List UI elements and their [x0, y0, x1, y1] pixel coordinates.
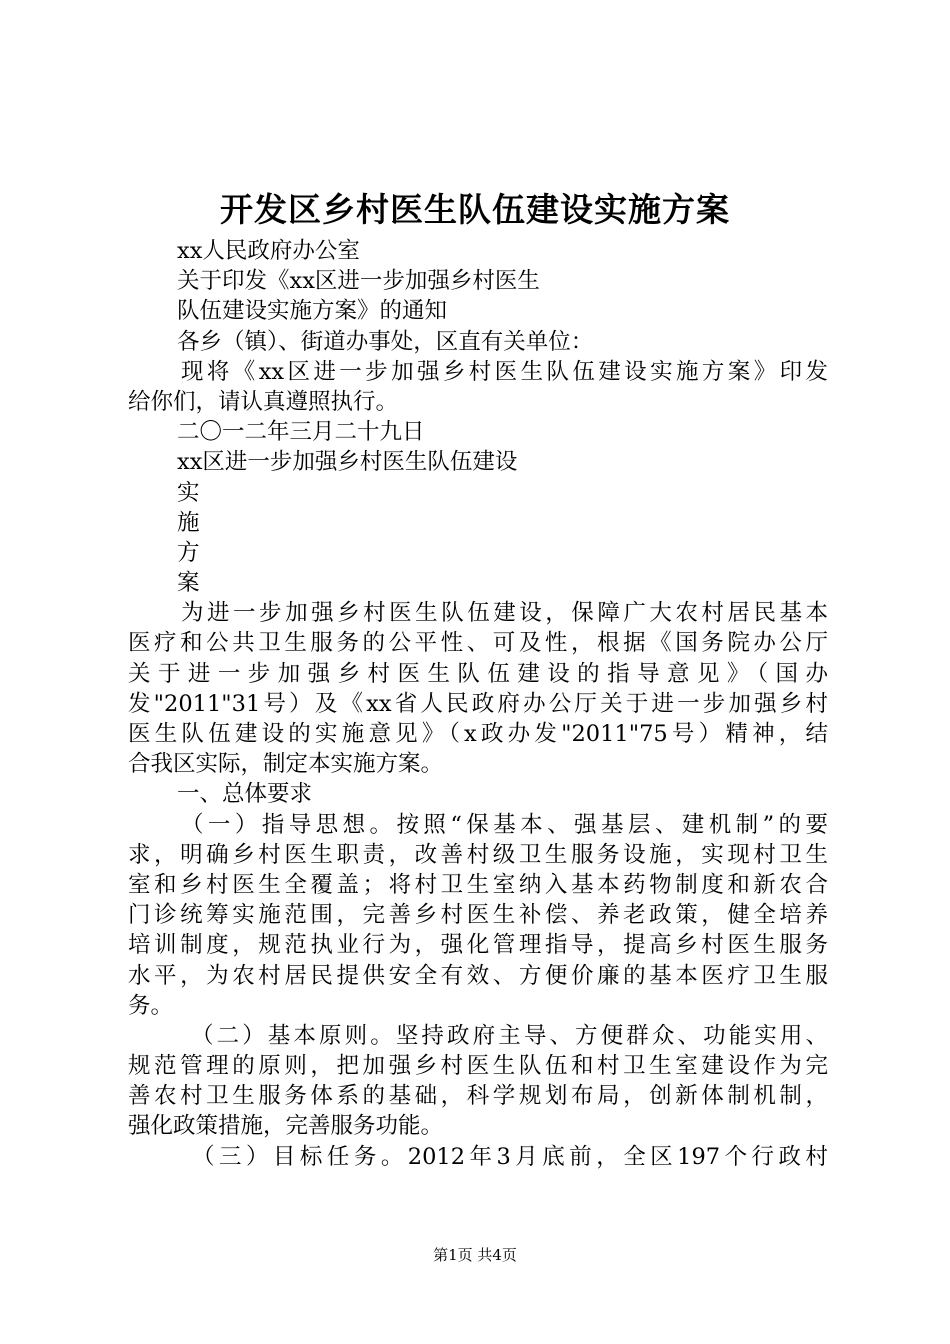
text-line: （二）基本原则。坚持政府主导、方便群众、功能实用、	[191, 1022, 828, 1049]
document-body	[128, 236, 828, 1172]
text-line: 强化政策措施，完善服务功能。	[128, 1113, 444, 1140]
text-line: 培训制度，规范执业行为，强化管理指导，提高乡村医生服务	[128, 932, 828, 959]
text-line: 务。	[128, 992, 174, 1019]
section-heading: 一、总体要求	[177, 781, 313, 808]
text-line: 现将《xx区进一步加强乡村医生队伍建设实施方案》印发	[181, 358, 828, 385]
text-line: 方	[177, 539, 200, 566]
text-line: 为进一步加强乡村医生队伍建设，保障广大农村居民基本	[181, 600, 828, 627]
text-line: （一）指导思想。按照“保基本、强基层、建机制”的要	[181, 811, 828, 838]
text-line: 各乡（镇）、街道办事处，区直有关单位：	[177, 328, 594, 355]
text-line: 案	[177, 570, 200, 597]
text-line: 医生队伍建设的实施意见》（x政办发"2011"75号）精神，结	[128, 721, 828, 747]
text-line: 给你们，请认真遵照执行。	[128, 388, 399, 415]
text-line: 二〇一二年三月二十九日	[177, 419, 425, 446]
text-line: 关于印发《xx区进一步加强乡村医生	[177, 268, 540, 295]
text-line: 合我区实际，制定本实施方案。	[128, 751, 444, 778]
text-line: （三）目标任务。2012年3月底前，全区197个行政村	[192, 1143, 828, 1170]
text-line: 施	[177, 509, 200, 536]
text-line: 室和乡村医生全覆盖；将村卫生室纳入基本药物制度和新农合	[128, 871, 828, 898]
text-line: 医疗和公共卫生服务的公平性、可及性，根据《国务院办公厅	[128, 630, 828, 657]
text-line: 实	[177, 479, 200, 506]
page-number: 第1页 共4页	[433, 1246, 517, 1264]
text-line: 关于进一步加强乡村医生队伍建设的指导意见》（国办	[128, 660, 828, 687]
text-line: 规范管理的原则，把加强乡村医生队伍和村卫生室建设作为完	[128, 1053, 828, 1080]
text-line: 水平，为农村居民提供安全有效、方便价廉的基本医疗卫生服	[128, 962, 828, 989]
text-line: 求，明确乡村医生职责，改善村级卫生服务设施，实现村卫生	[128, 841, 828, 868]
text-line: 发"2011"31号）及《xx省人民政府办公厅关于进一步加强乡村	[128, 690, 828, 717]
text-line: 队伍建设实施方案》的通知	[177, 298, 448, 325]
document-title: 开发区乡村医生队伍建设实施方案	[220, 190, 730, 229]
text-line: xx区进一步加强乡村医生队伍建设	[177, 449, 518, 476]
text-line: 门诊统筹实施范围，完善乡村医生补偿、养老政策，健全培养	[128, 902, 828, 929]
text-line: 善农村卫生服务体系的基础，科学规划布局，创新体制机制，	[128, 1083, 828, 1110]
text-line: xx人民政府办公室	[177, 238, 360, 264]
